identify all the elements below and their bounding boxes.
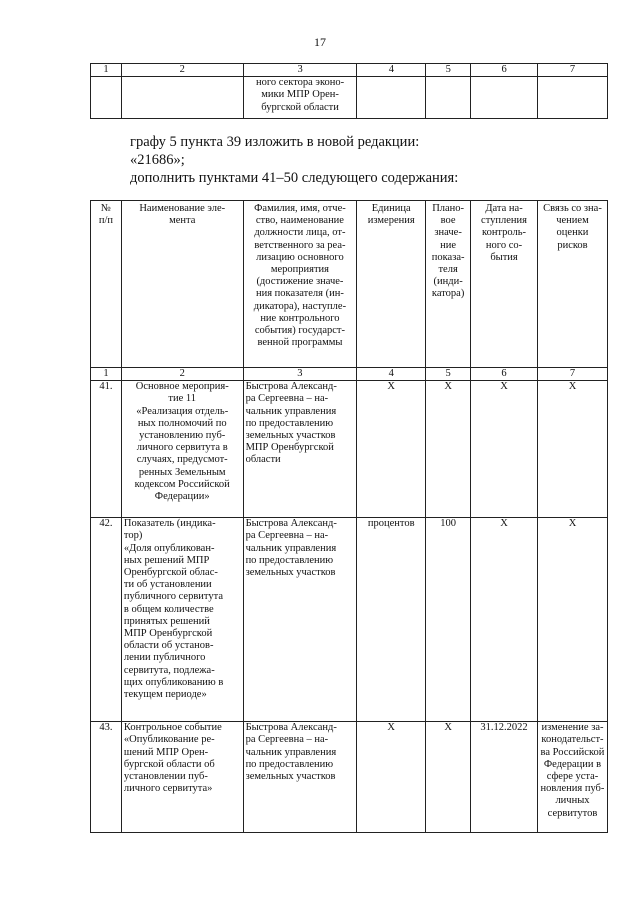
- paragraph-1: графу 5 пункта 39 изложить в новой редакции:: [130, 134, 420, 150]
- cell-responsible: ного сектора эконо- мики МПР Орен- бургской области: [243, 77, 357, 119]
- cell: [538, 77, 608, 119]
- responsible-person: Быстрова Александ- ра Сергеевна – на- чальник управления по предоставлению земельных участков: [243, 518, 357, 722]
- planned-value: Х: [426, 381, 471, 518]
- row-number: 41.: [91, 381, 122, 518]
- risk-link: Х: [537, 381, 607, 518]
- col-number: 4: [357, 368, 426, 381]
- responsible-person: Быстрова Александ- ра Сергеевна – на- чальник управления по предоставлению земельных участков: [243, 722, 357, 833]
- column-number-row: [91, 368, 608, 381]
- planned-value: 100: [426, 518, 471, 722]
- paragraph-3: дополнить пунктами 41–50 следующего содержания:: [130, 170, 459, 186]
- element-name: Показатель (индика- тор) «Доля опубликован- ных решений МПР Оренбургской облас- ти об установлении публичного сервитута в общем количестве принятых решений МПР Оренбургской области об установ- лении публичного сервитута, подлежа- щих опубликованию в текущем периоде»: [121, 518, 243, 722]
- row-number: 43.: [91, 722, 122, 833]
- col-number: 7: [537, 368, 607, 381]
- risk-link: изменение за- конодательст- ва Российской Федерации в сфере уста- новления пуб- личных сервитутов: [537, 722, 607, 833]
- main-table: [90, 200, 608, 833]
- continued-table: [90, 63, 608, 119]
- col-number: 7: [538, 64, 608, 77]
- event-date: Х: [471, 518, 538, 722]
- cell: [91, 77, 122, 119]
- col-number: 6: [471, 368, 538, 381]
- header-cell: Единица измерения: [357, 201, 426, 368]
- unit: Х: [357, 381, 426, 518]
- col-number: 3: [243, 368, 357, 381]
- col-number: 1: [91, 64, 122, 77]
- planned-value: Х: [426, 722, 471, 833]
- header-cell: Дата на- ступления контроль- ного со- бытия: [471, 201, 538, 368]
- paragraph-2: «21686»;: [130, 152, 185, 168]
- page-number: 17: [314, 35, 326, 49]
- responsible-person: Быстрова Александ- ра Сергеевна – на- чальник управления по предоставлению земельных участков МПР Оренбургской области: [243, 381, 357, 518]
- header-cell: Фамилия, имя, отче- ство, наименование должности лица, от- ветственного за реа- лизацию основного мероприятия (достижение значе- ния показателя (ин- дикатора), наступле- ние контрольного события) государст- венной программы: [243, 201, 357, 368]
- header-cell: Связь со зна- чением оценки рисков: [537, 201, 607, 368]
- cell: [426, 77, 471, 119]
- element-name: Контрольное событие «Опубликование ре- шений МПР Орен- бургской области об установлении пуб- личного сервитута»: [121, 722, 243, 833]
- unit: процентов: [357, 518, 426, 722]
- col-number: 4: [357, 64, 426, 77]
- header-cell: № п/п: [91, 201, 122, 368]
- header-cell: Плано- вое значе- ние показа- теля (инди- катора): [426, 201, 471, 368]
- col-number: 1: [91, 368, 122, 381]
- header-row: [91, 201, 608, 368]
- table-row: [91, 518, 608, 722]
- col-number: 2: [121, 64, 243, 77]
- event-date: 31.12.2022: [471, 722, 538, 833]
- cell: [357, 77, 426, 119]
- table-row: [91, 77, 608, 119]
- unit: Х: [357, 722, 426, 833]
- element-name: Основное мероприя- тие 11 «Реализация отдель- ных полномочий по установлению пуб- личного сервитута в случаях, предусмот- ренных Земельным кодексом Российской Федерации»: [121, 381, 243, 518]
- table-row: [91, 381, 608, 518]
- header-cell: Наименование эле- мента: [121, 201, 243, 368]
- row-number: 42.: [91, 518, 122, 722]
- column-number-row: [91, 64, 608, 77]
- col-number: 3: [243, 64, 357, 77]
- col-number: 6: [471, 64, 538, 77]
- event-date: Х: [471, 381, 538, 518]
- cell: [471, 77, 538, 119]
- table-row: [91, 722, 608, 833]
- risk-link: Х: [537, 518, 607, 722]
- col-number: 5: [426, 64, 471, 77]
- col-number: 5: [426, 368, 471, 381]
- cell: [121, 77, 243, 119]
- col-number: 2: [121, 368, 243, 381]
